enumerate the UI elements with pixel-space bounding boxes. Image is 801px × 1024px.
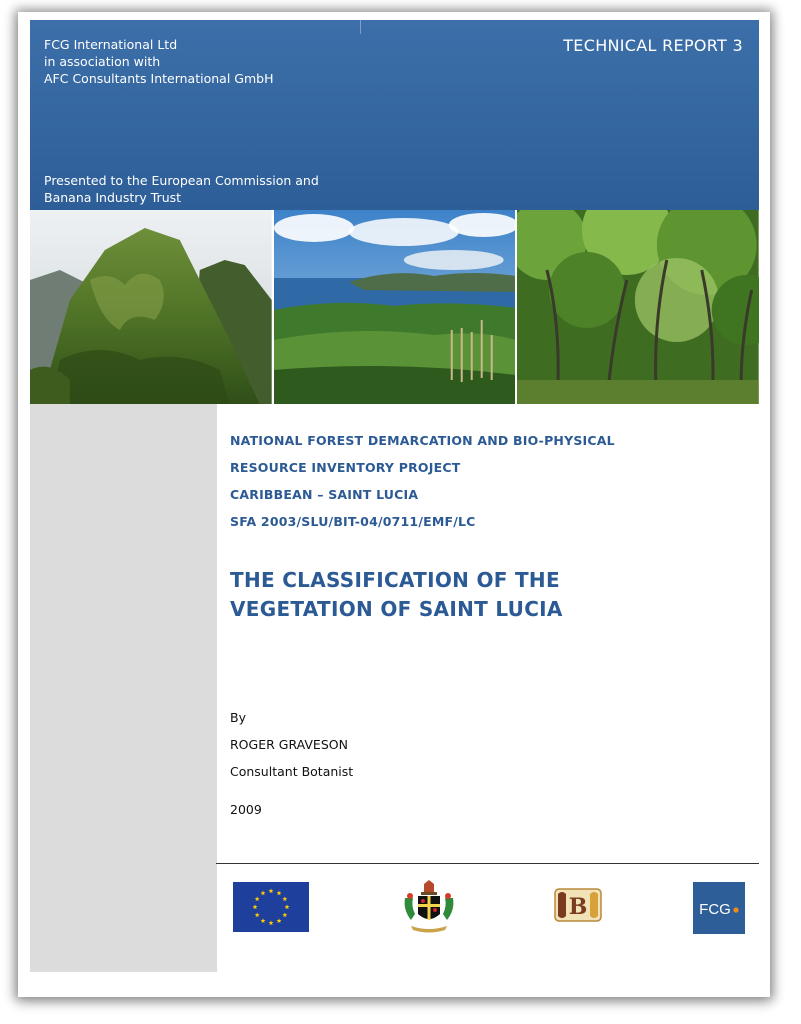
- grey-sidebar: [30, 404, 217, 972]
- presented-line: Banana Industry Trust: [44, 190, 182, 205]
- saint-lucia-coat-of-arms-icon: [401, 880, 457, 938]
- woodland-photo: [517, 210, 759, 404]
- publication-year: 2009: [230, 802, 262, 817]
- presented-line: Presented to the European Commission and: [44, 173, 319, 188]
- svg-text:B: B: [568, 894, 588, 920]
- header-divider: [360, 20, 361, 34]
- report-label: TECHNICAL REPORT 3: [563, 36, 743, 55]
- photo-strip: [30, 210, 759, 404]
- presented-to: [44, 172, 319, 206]
- fcg-logo: [693, 882, 745, 938]
- footer-rule: [216, 863, 759, 864]
- title-line: VEGETATION OF SAINT LUCIA: [230, 597, 563, 621]
- project-line: CARIBBEAN – SAINT LUCIA: [230, 487, 419, 502]
- banana-industry-trust-logo: [552, 886, 604, 930]
- organisation-block: [44, 36, 273, 87]
- report-cover: [18, 12, 770, 997]
- forest-peak-photo: [30, 210, 272, 404]
- svg-text:FCG: FCG: [699, 901, 731, 918]
- author-role: Consultant Botanist: [230, 764, 354, 779]
- cover-header: [30, 20, 759, 210]
- org-line: in association with: [44, 54, 161, 69]
- report-title: [230, 566, 563, 624]
- author-block: [230, 704, 353, 785]
- project-line: SFA 2003/SLU/BIT-04/0711/EMF/LC: [230, 514, 476, 529]
- partner-logos: [216, 872, 759, 942]
- coastline-photo: [274, 210, 516, 404]
- by-label: By: [230, 710, 246, 725]
- author-name: ROGER GRAVESON: [230, 737, 348, 752]
- title-line: THE CLASSIFICATION OF THE: [230, 568, 560, 592]
- project-line: RESOURCE INVENTORY PROJECT: [230, 460, 461, 475]
- eu-flag-icon: [233, 882, 309, 936]
- org-line: FCG International Ltd: [44, 37, 178, 52]
- org-line: AFC Consultants International GmbH: [44, 71, 274, 86]
- project-details: [230, 427, 615, 535]
- project-line: NATIONAL FOREST DEMARCATION AND BIO-PHYSICAL: [230, 433, 615, 448]
